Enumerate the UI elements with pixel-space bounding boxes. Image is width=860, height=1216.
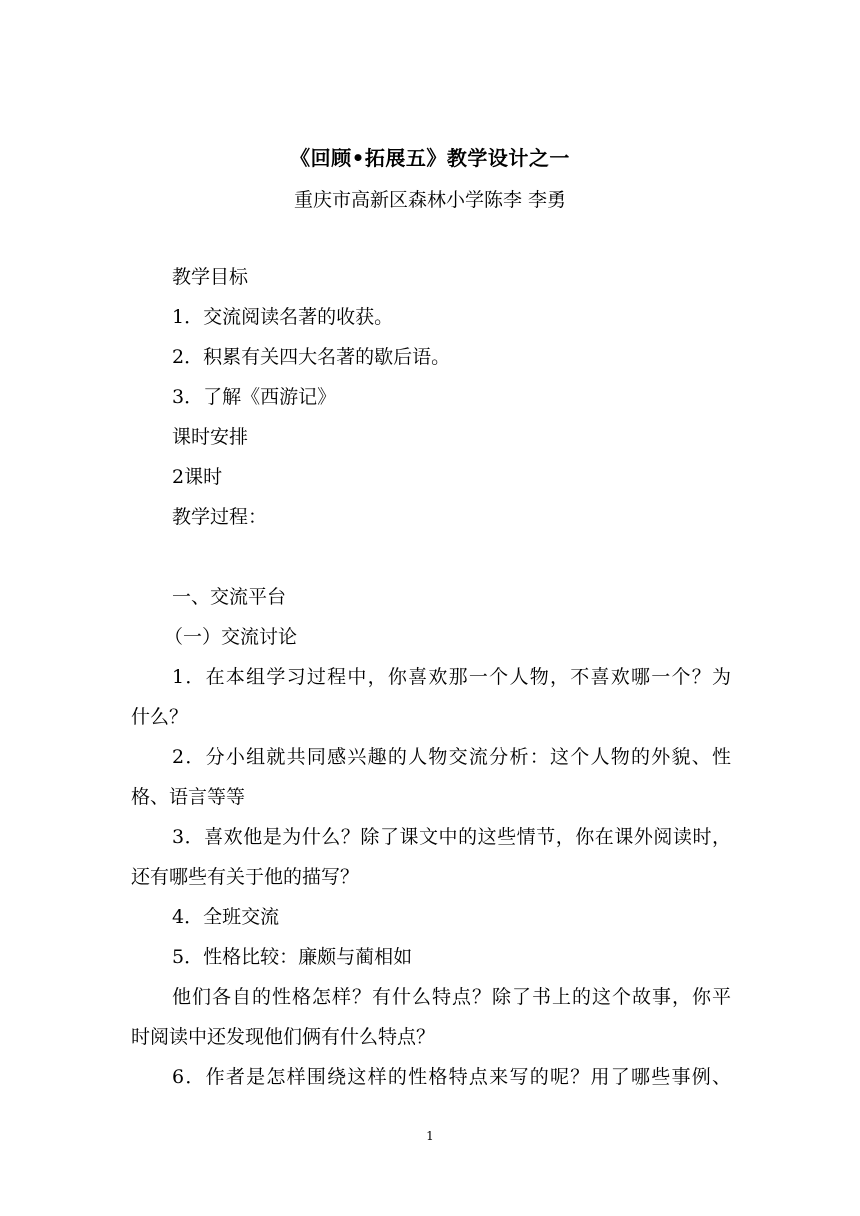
item-5-paragraph-line-1: 他们各自的性格怎样？有什么特点？除了书上的这个故事，你平 (172, 986, 731, 1008)
objective-1: 1．交流阅读名著的收获。 (172, 306, 394, 328)
objective-3: 3．了解《西游记》 (172, 386, 337, 408)
item-6-line-1: 6．作者是怎样围绕这样的性格特点来写的呢？用了哪些事例、 (172, 1066, 731, 1088)
item-3-line-1: 3．喜欢他是为什么？除了课文中的这些情节，你在课外阅读时， (172, 826, 731, 848)
item-5: 5．性格比较：廉颇与蔺相如 (172, 946, 413, 968)
section-1-heading: 一、交流平台 (172, 586, 287, 608)
author-line: 重庆市高新区森林小学陈李 李勇 (293, 189, 567, 211)
item-3-line-2: 还有哪些有关于他的描写？ (131, 866, 360, 888)
document-body (131, 263, 731, 1103)
item-1-line-2: 什么？ (131, 706, 189, 728)
objective-2: 2．积累有关四大名著的歇后语。 (172, 346, 451, 368)
subsection-1-heading: （一）交流讨论 (164, 626, 298, 648)
objectives-heading: 教学目标 (172, 266, 249, 288)
item-1-line-1: 1．在本组学习过程中，你喜欢那一个人物，不喜欢哪一个？为 (172, 666, 731, 688)
item-2-line-2: 格、语言等等 (131, 786, 246, 808)
document-title: 《回顾•拓展五》教学设计之一 (290, 146, 570, 170)
schedule-value: 2课时 (172, 466, 223, 488)
item-4: 4．全班交流 (172, 906, 280, 928)
page-number: 1 (426, 1129, 434, 1143)
process-heading: 教学过程： (172, 506, 268, 528)
item-2-line-1: 2．分小组就共同感兴趣的人物交流分析：这个人物的外貌、性 (172, 746, 731, 768)
item-5-paragraph-line-2: 时阅读中还发现他们俩有什么特点？ (131, 1026, 436, 1048)
blank-line (131, 543, 731, 571)
schedule-heading: 课时安排 (172, 426, 249, 448)
